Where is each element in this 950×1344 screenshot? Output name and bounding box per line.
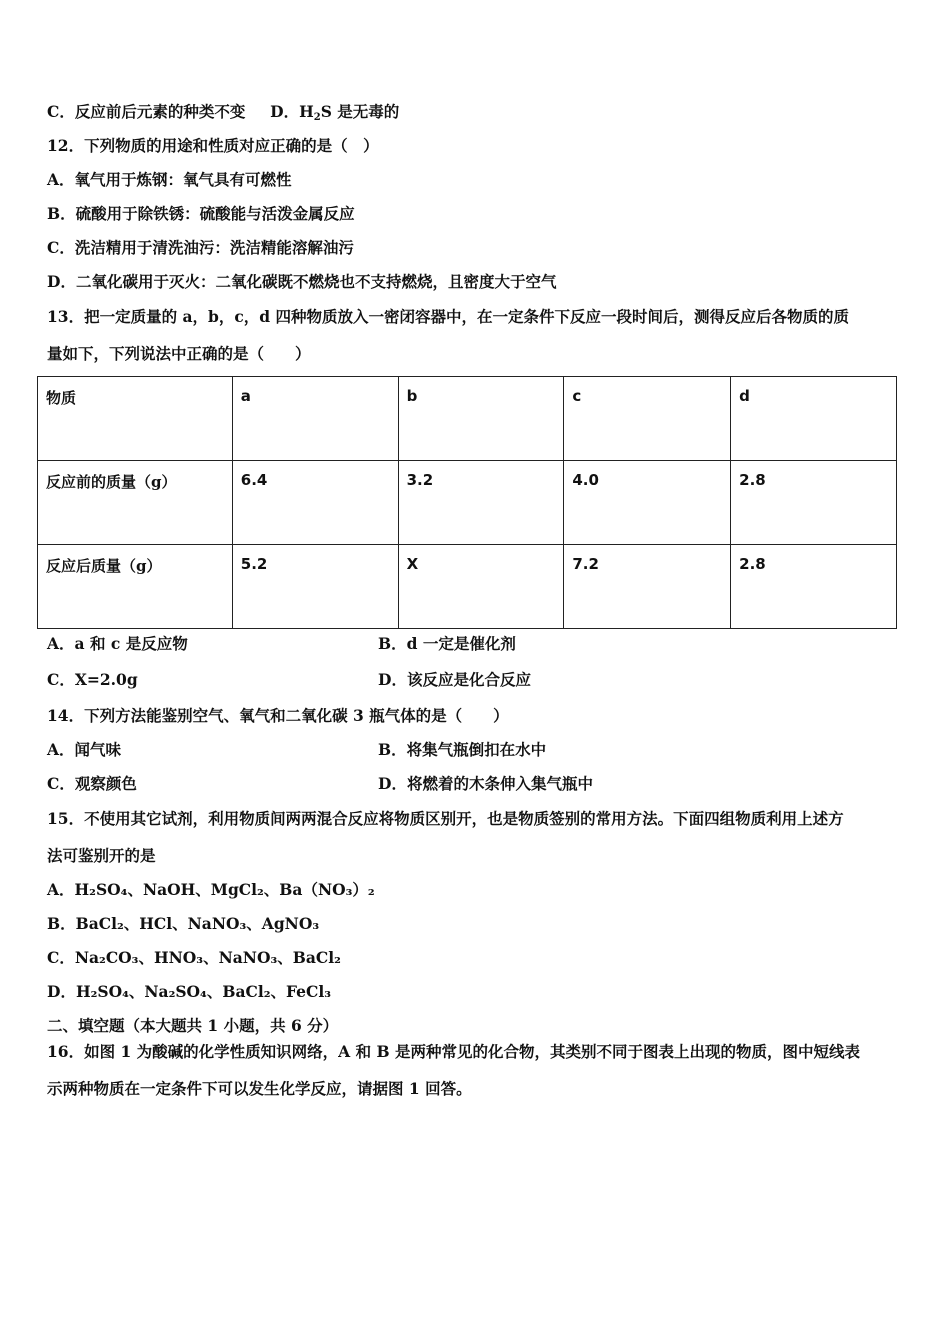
q13-option-b: B．d 一定是催化剂 — [378, 634, 516, 653]
table-cell: 反应前的质量（g） — [38, 461, 233, 545]
q11-options — [47, 102, 399, 128]
q12-stem: 12．下列物质的用途和性质对应正确的是（ ） — [47, 136, 379, 155]
q14-option-d: D．将燃着的木条伸入集气瓶中 — [378, 774, 593, 793]
q13-option-a: A．a 和 c 是反应物 — [47, 634, 188, 653]
table-cell: 4.0 — [564, 461, 731, 545]
q11-option-d: D．$H_2S$ 是无毒的 — [270, 102, 400, 123]
q15-stem-line2: 法可鉴别开的是 — [47, 846, 156, 865]
table-header-row — [38, 377, 897, 461]
q13-option-d: D．该反应是化合反应 — [378, 670, 531, 689]
q15-option-d: D．H₂SO₄、Na₂SO₄、BaCl₂、FeCl₃ — [47, 982, 332, 1001]
table-header-cell: a — [232, 377, 398, 461]
section-title-fill-in: 二、填空题（本大题共 1 小题，共 6 分） — [47, 1016, 339, 1035]
q11-option-c: C．反应前后元素的种类不变 — [47, 102, 246, 121]
q14-option-c: C．观察颜色 — [47, 774, 137, 793]
table-cell: 5.2 — [232, 545, 398, 629]
q12-option-b: B．硫酸用于除铁锈：硫酸能与活泼金属反应 — [47, 204, 355, 223]
table-header-cell: 物质 — [38, 377, 233, 461]
q14-option-b: B．将集气瓶倒扣在水中 — [378, 740, 547, 759]
table-cell: 反应后质量（g） — [38, 545, 233, 629]
q15-stem-line1: 15．不使用其它试剂，利用物质间两两混合反应将物质区别开，也是物质签别的常用方法。下面四组物质利用上述方 — [47, 809, 844, 828]
table-header-cell: d — [731, 377, 897, 461]
table-row — [38, 545, 897, 629]
table-cell: 2.8 — [731, 545, 897, 629]
table-cell: 2.8 — [731, 461, 897, 545]
table-cell: 7.2 — [564, 545, 731, 629]
q14-option-a: A．闻气味 — [47, 740, 122, 759]
q13-mass-table — [37, 376, 897, 629]
q16-stem-line2: 示两种物质在一定条件下可以发生化学反应，请据图 1 回答。 — [47, 1079, 472, 1098]
q15-option-c: C．Na₂CO₃、HNO₃、NaNO₃、BaCl₂ — [47, 948, 341, 967]
q12-option-d: D．二氧化碳用于灭火：二氧化碳既不燃烧也不支持燃烧，且密度大于空气 — [47, 272, 557, 291]
q15-option-b: B．BaCl₂、HCl、NaNO₃、AgNO₃ — [47, 914, 320, 933]
q16-stem-line1: 16．如图 1 为酸碱的化学性质知识网络，A 和 B 是两种常见的化合物，其类别不同于图表上出现的物质，图中短线表 — [47, 1042, 860, 1061]
q13-option-c: C．X=2.0g — [47, 670, 138, 689]
table-cell: 3.2 — [398, 461, 564, 545]
table-header-cell: c — [564, 377, 731, 461]
table-cell: 6.4 — [232, 461, 398, 545]
table-header-cell: b — [398, 377, 564, 461]
q15-option-a: A．H₂SO₄、NaOH、MgCl₂、Ba（NO₃）₂ — [47, 880, 375, 899]
table-row — [38, 461, 897, 545]
q13-stem-line1: 13．把一定质量的 a，b，c，d 四种物质放入一密闭容器中，在一定条件下反应一段时间后，测得反应后各物质的质 — [47, 307, 850, 326]
q13-stem-line2: 量如下，下列说法中正确的是（ ） — [47, 344, 311, 363]
q14-stem: 14．下列方法能鉴别空气、氧气和二氧化碳 3 瓶气体的是（ ） — [47, 706, 509, 725]
table-cell: X — [398, 545, 564, 629]
q12-option-c: C．洗洁精用于清洗油污：洗洁精能溶解油污 — [47, 238, 354, 257]
q12-option-a: A．氧气用于炼钢：氧气具有可燃性 — [47, 170, 292, 189]
